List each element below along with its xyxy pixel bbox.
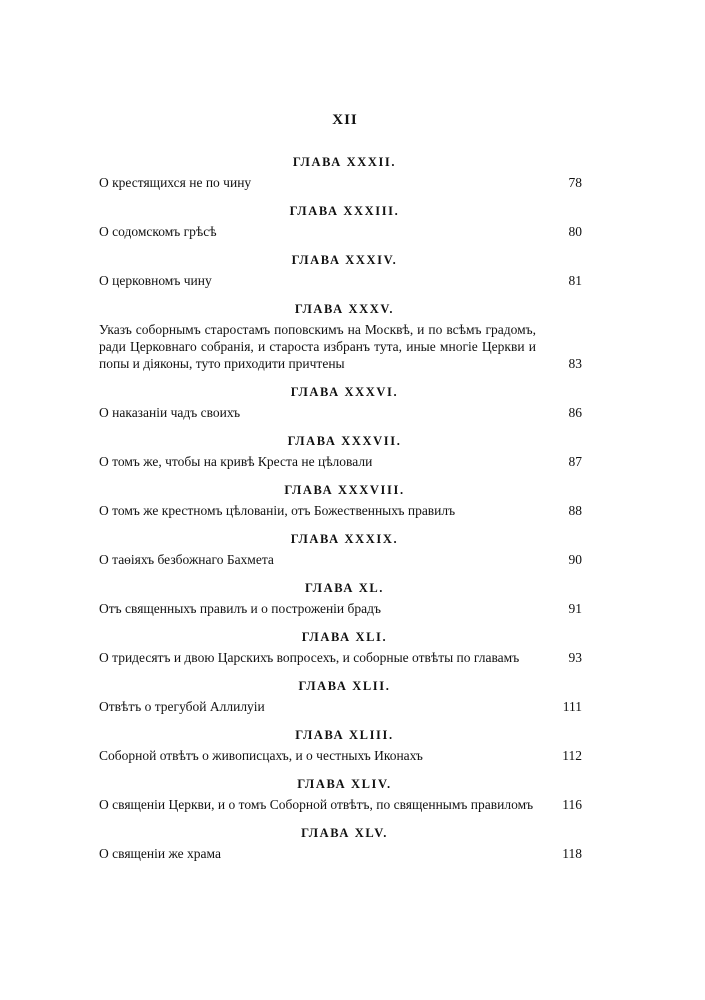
toc-entry [99, 796, 582, 813]
chapter-heading: ГЛАВА XXXIII. [289, 204, 400, 218]
entry-title: О таѳіяхъ безбожнаго Бахмета [99, 552, 274, 567]
toc-entry [99, 321, 582, 372]
entry-title: Соборной отвѣтъ о живописцахъ, и о честныхъ Иконахъ [99, 748, 423, 763]
entry-page-number: 83 [568, 356, 582, 371]
chapter-heading: ГЛАВА XXXV. [294, 302, 395, 316]
toc-entry [99, 600, 582, 617]
toc-entry [99, 551, 582, 568]
chapter-heading: ГЛАВА XXXVIII. [284, 483, 405, 497]
toc-entry [99, 404, 582, 421]
chapter-heading: ГЛАВА XLI. [301, 630, 388, 644]
entry-title: О томъ же крестномъ цѣлованіи, отъ Божественныхъ правилъ [99, 503, 456, 518]
entry-page-number: 80 [568, 224, 582, 239]
entry-page-number: 81 [568, 273, 582, 288]
entry-page-number: 112 [562, 748, 582, 763]
toc-entry [99, 272, 582, 289]
toc-entry [99, 747, 582, 764]
toc-entry [99, 698, 582, 715]
chapter-heading: ГЛАВА XXXIV. [291, 253, 398, 267]
chapter-heading: ГЛАВА XXXVII. [287, 434, 402, 448]
toc-entry [99, 845, 582, 862]
entry-page-number: 87 [568, 454, 582, 469]
entry-page-number: 88 [568, 503, 582, 518]
page-number: XII [332, 112, 358, 128]
chapter-heading: ГЛАВА XL. [305, 581, 384, 595]
entry-page-number: 111 [562, 699, 582, 714]
entry-page-number: 93 [568, 650, 582, 665]
toc-entry [99, 174, 582, 191]
chapter-heading: ГЛАВА XLIII. [295, 728, 394, 742]
entry-page-number: 86 [568, 405, 582, 420]
entry-title: Отвѣтъ о трегубой Аллилуіи [99, 699, 265, 714]
toc-entry [99, 502, 582, 519]
entry-title: Указъ соборнымъ старостамъ поповскимъ на Москвѣ, и по всѣмъ градомъ, ради Церковнаго собранія, и староста избранъ тута, иные многіе Церкви и попы и діяконы, туто приходити причтены [99, 322, 536, 371]
chapter-heading: ГЛАВА XLV. [301, 826, 388, 840]
entry-title: О содомскомъ грѣсѣ [99, 224, 217, 239]
entry-title: О тридесятъ и двою Царскихъ вопросехъ, и соборные отвѣты по главамъ [99, 650, 520, 665]
chapter-heading: ГЛАВА XLIV. [297, 777, 392, 791]
entry-title: О томъ же, чтобы на кривѣ Креста не цѣловали [99, 454, 373, 469]
toc-entry [99, 649, 582, 666]
entry-page-number: 116 [562, 797, 582, 812]
entry-title: О церковномъ чину [99, 273, 212, 288]
chapter-heading: ГЛАВА XXXVI. [290, 385, 399, 399]
entry-title: О наказаніи чадъ своихъ [99, 405, 241, 420]
entry-title: О крестящихся не по чину [99, 175, 252, 190]
entry-title: О священіи же храма [99, 846, 221, 861]
chapter-heading: ГЛАВА XXXIX. [290, 532, 399, 546]
entry-page-number: 118 [562, 846, 582, 861]
entry-page-number: 91 [568, 601, 582, 616]
entry-page-number: 78 [568, 175, 582, 190]
toc-entry [99, 453, 582, 470]
toc-entry [99, 223, 582, 240]
chapter-heading: ГЛАВА XLII. [298, 679, 391, 693]
entry-page-number: 90 [568, 552, 582, 567]
entry-title: О священіи Церкви, и о томъ Соборной отвѣтъ, по священнымъ правиломъ [99, 797, 534, 812]
chapter-heading: ГЛАВА XXXII. [292, 155, 397, 169]
table-of-contents [99, 150, 582, 870]
entry-title: Отъ священныхъ правилъ и о построженіи брадъ [99, 601, 381, 616]
